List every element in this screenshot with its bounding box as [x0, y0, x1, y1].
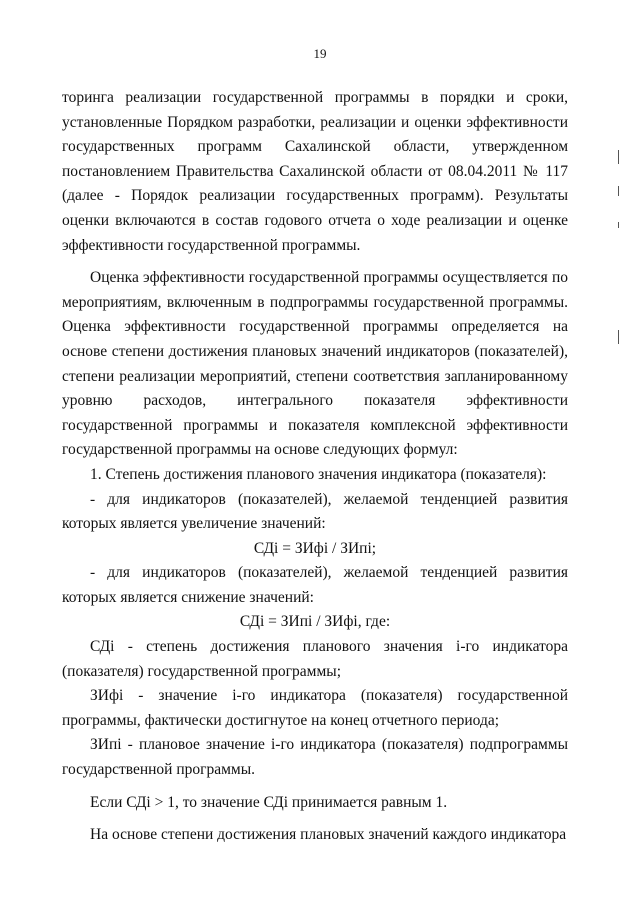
paragraph-evaluation: Оценка эффективности государственной программы осуществляется по мероприятиям, включенным в подпрограммы государственной программы. Оценка эффективности государственной программы определяется на основе степени достижения плановых значений индикаторов (показателей), степени реализации мероприятий, степени соответствия запланированному уровню расходов, интегрального показателя эффективности государственной программы и показателя комплексной эффективности государственной программы на основе следующих формул:	[62, 269, 568, 459]
definition-sd: СДi - степень достижения планового значения i-го индикатора (показателя) государственной программы;	[62, 638, 568, 680]
paragraph-decrease-case: - для индикаторов (показателей), желаемой тенденцией развития которых является снижение значений:	[62, 564, 568, 606]
scan-mark	[618, 330, 619, 344]
document-body	[62, 86, 568, 848]
formula-increase: СДi = ЗИфi / ЗИпi;	[253, 539, 377, 557]
paragraph-cap-rule: Если СДi > 1, то значение СДi принимается равным 1.	[90, 793, 448, 811]
paragraph-continuation: торинга реализации государственной программы в порядки и сроки, установленные Порядком разработки, реализации и оценки эффективности государственных программ Сахалинской области, утвержденном постановлением Правительства Сахалинской области от 08.04.2011 № 117 (далее - Порядок реализации государственных программ). Результаты оценки включаются в состав годового отчета о ходе реализации и оценке эффективности государственной программы.	[62, 89, 568, 254]
scan-mark	[618, 186, 619, 196]
formula-decrease: СДi = ЗИпi / ЗИфi, где:	[239, 613, 391, 631]
paragraph-next: На основе степени достижения плановых значений каждого индикатора	[90, 826, 567, 844]
paragraph-item-1: 1. Степень достижения планового значения индикатора (показателя):	[90, 465, 547, 483]
scan-mark	[618, 222, 619, 228]
definition-zip: ЗИпi - плановое значение i-го индикатора (показателя) подпрограммы государственной программы.	[62, 736, 568, 779]
page-number: 19	[313, 46, 327, 61]
paragraph-increase-case: - для индикаторов (показателей), желаемой тенденцией развития которых является увеличение значений:	[62, 490, 568, 533]
definition-zif: ЗИфi - значение i-го индикатора (показателя) государственной программы, фактически достигнутое на конец отчетного периода;	[62, 687, 568, 729]
scan-mark	[618, 150, 619, 164]
